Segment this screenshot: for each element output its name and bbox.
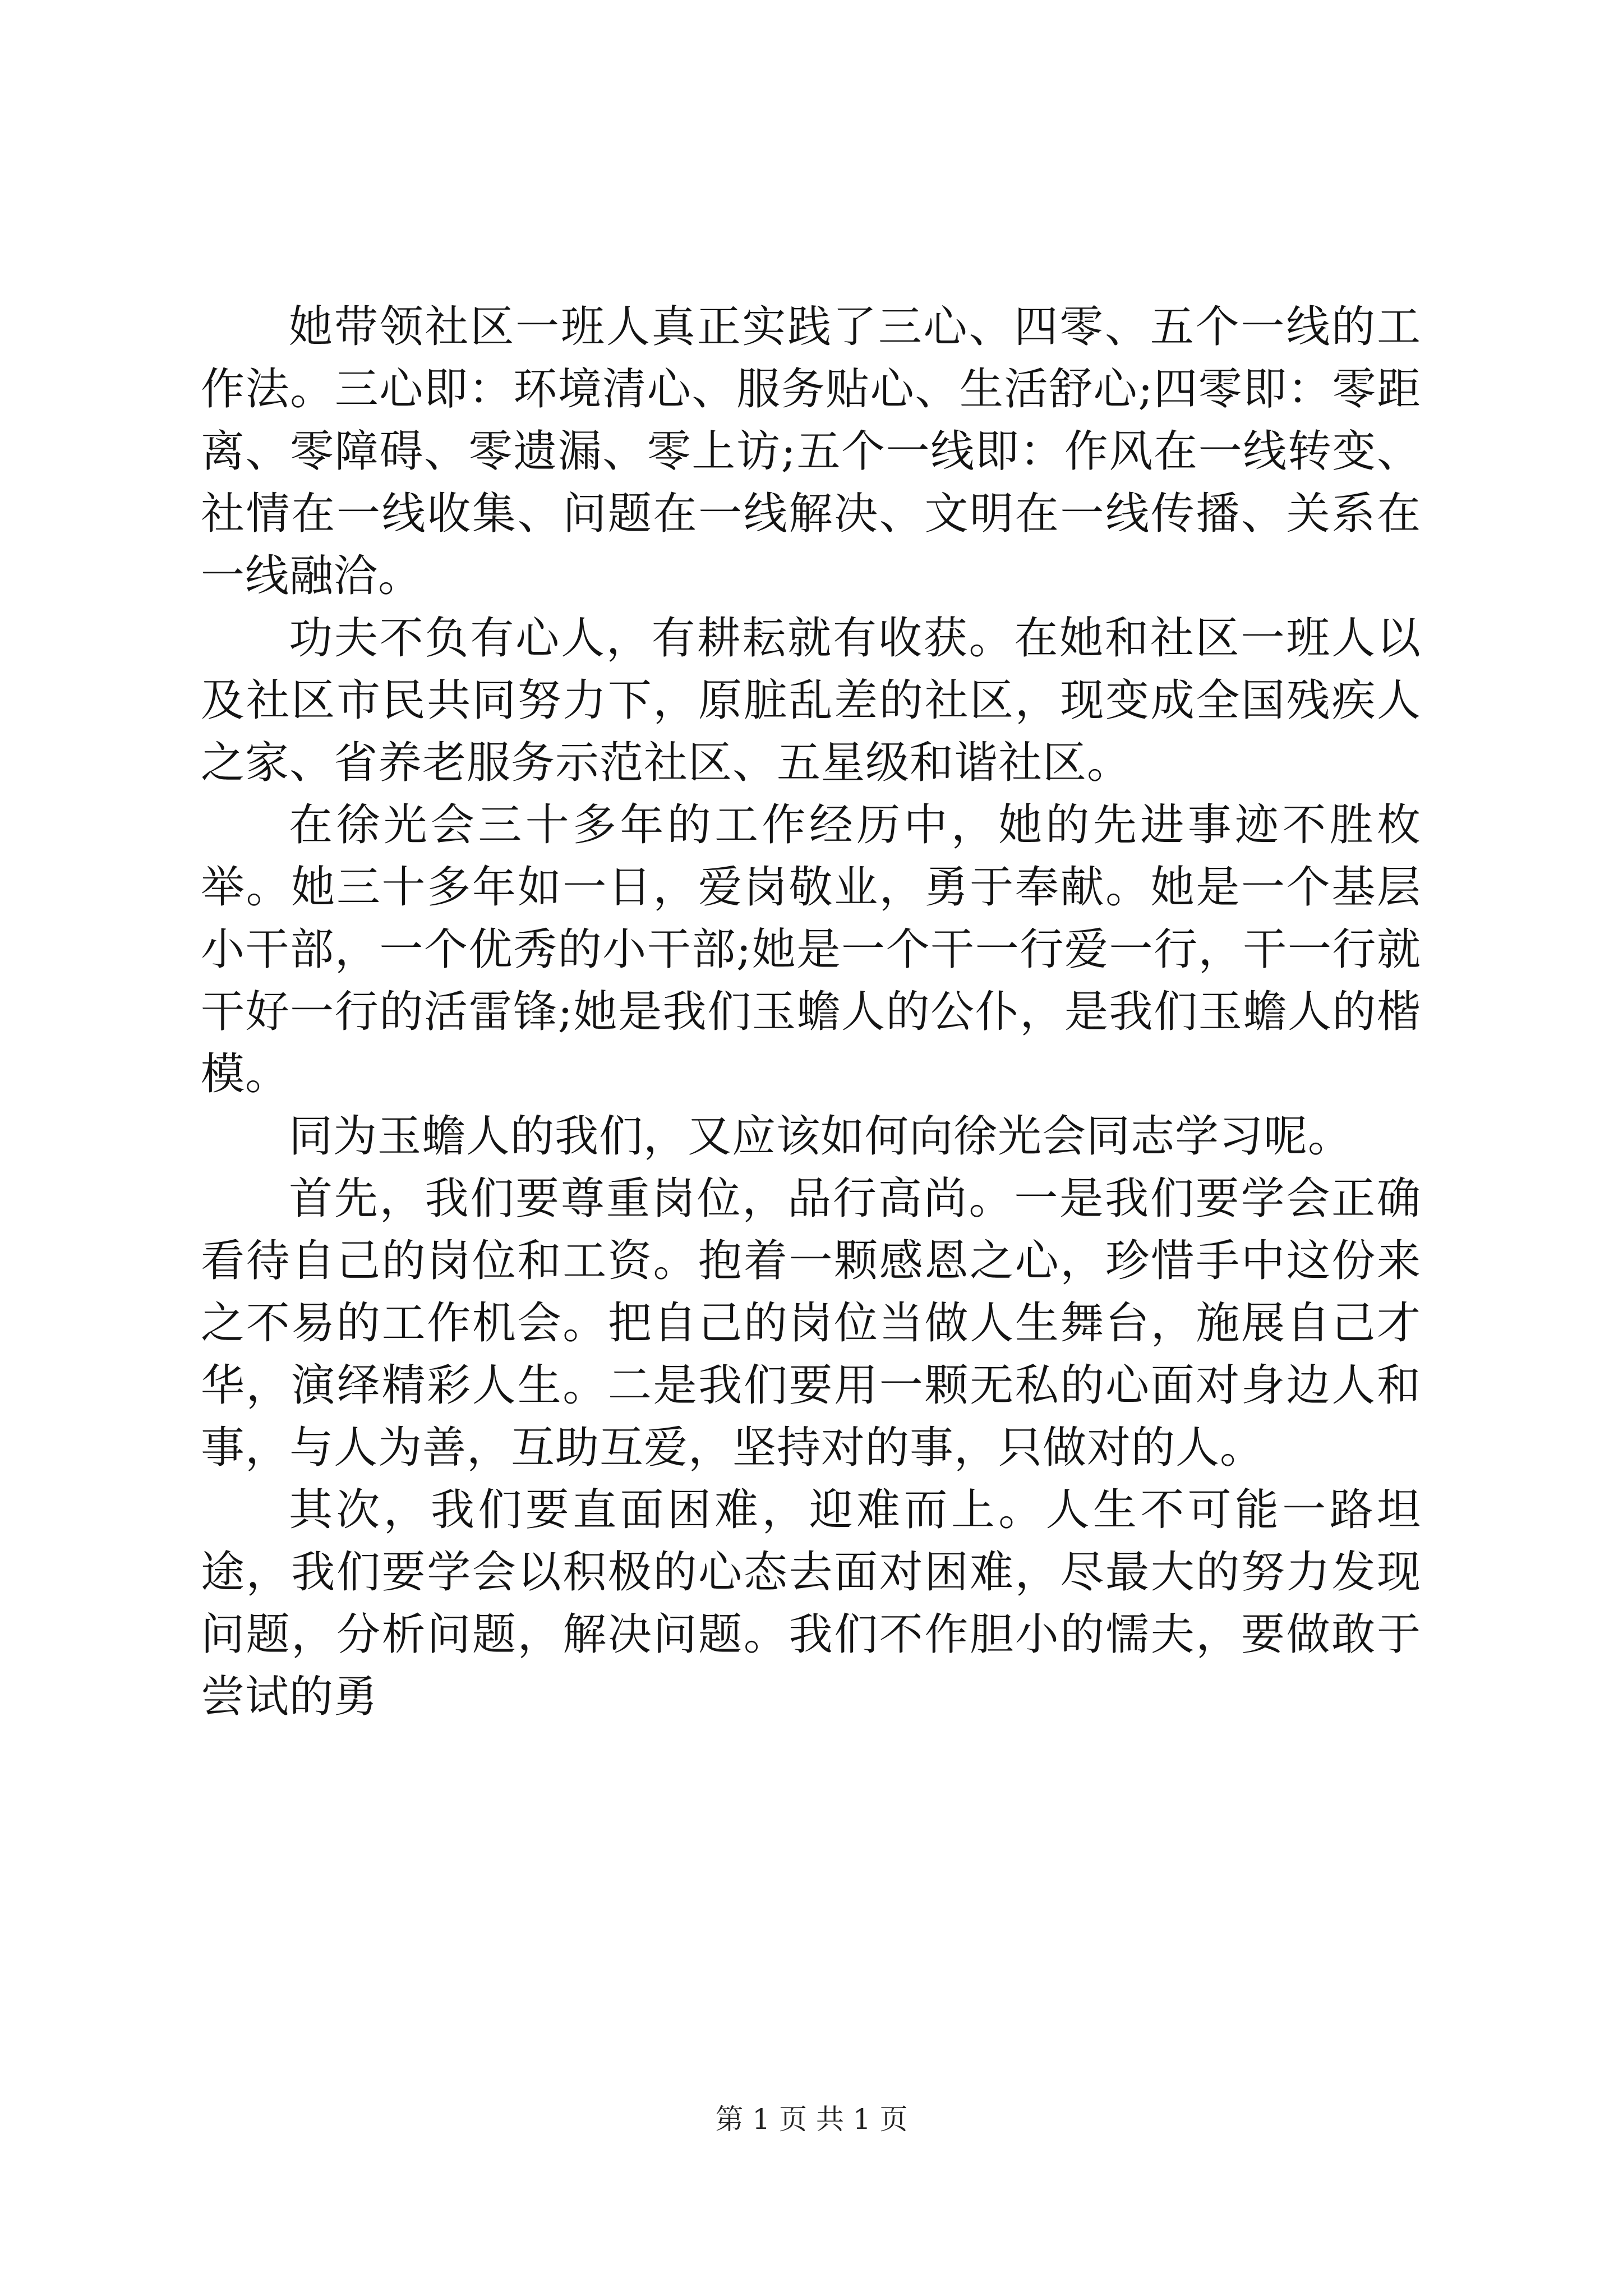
paragraph: 在徐光会三十多年的工作经历中，她的先进事迹不胜枚举。她三十多年如一日，爱岗敬业，勇于奉献。她是一个基层小干部，一个优秀的小干部;她是一个干一行爱一行，干一行就干好一行的活雷锋;她是我们玉蟾人的公仆，是我们玉蟾人的楷模。 [201,800,1421,1099]
paragraph: 她带领社区一班人真正实践了三心、四零、五个一线的工作法。三心即：环境清心、服务贴心、生活舒心;四零即：零距离、零障碍、零遗漏、零上访;五个一线即：作风在一线转变、社情在一线收集、问题在一线解决、文明在一线传播、关系在一线融洽。 [201,302,1421,601]
paragraph: 首先，我们要尊重岗位，品行高尚。一是我们要学会正确看待自己的岗位和工资。抱着一颗感恩之心，珍惜手中这份来之不易的工作机会。把自己的岗位当做人生舞台，施展自己才华，演绎精彩人生。二是我们要用一颗无私的心面对身边人和事，与人为善，互助互爱，坚持对的事，只做对的人。 [201,1174,1421,1473]
paragraph: 其次，我们要直面困难，迎难而上。人生不可能一路坦途，我们要学会以积极的心态去面对困难，尽最大的努力发现问题，分析问题，解决问题。我们不作胆小的懦夫，要做敢于尝试的勇 [201,1485,1421,1722]
page-number-footer: 第 1 页 共 1 页 [715,2103,908,2136]
document-body [201,296,1421,1728]
paragraph: 功夫不负有心人，有耕耘就有收获。在她和社区一班人以及社区市民共同努力下，原脏乱差的社区，现变成全国残疾人之家、省养老服务示范社区、五星级和谐社区。 [201,613,1421,788]
paragraph: 同为玉蟾人的我们，又应该如何向徐光会同志学习呢。 [289,1111,1353,1162]
